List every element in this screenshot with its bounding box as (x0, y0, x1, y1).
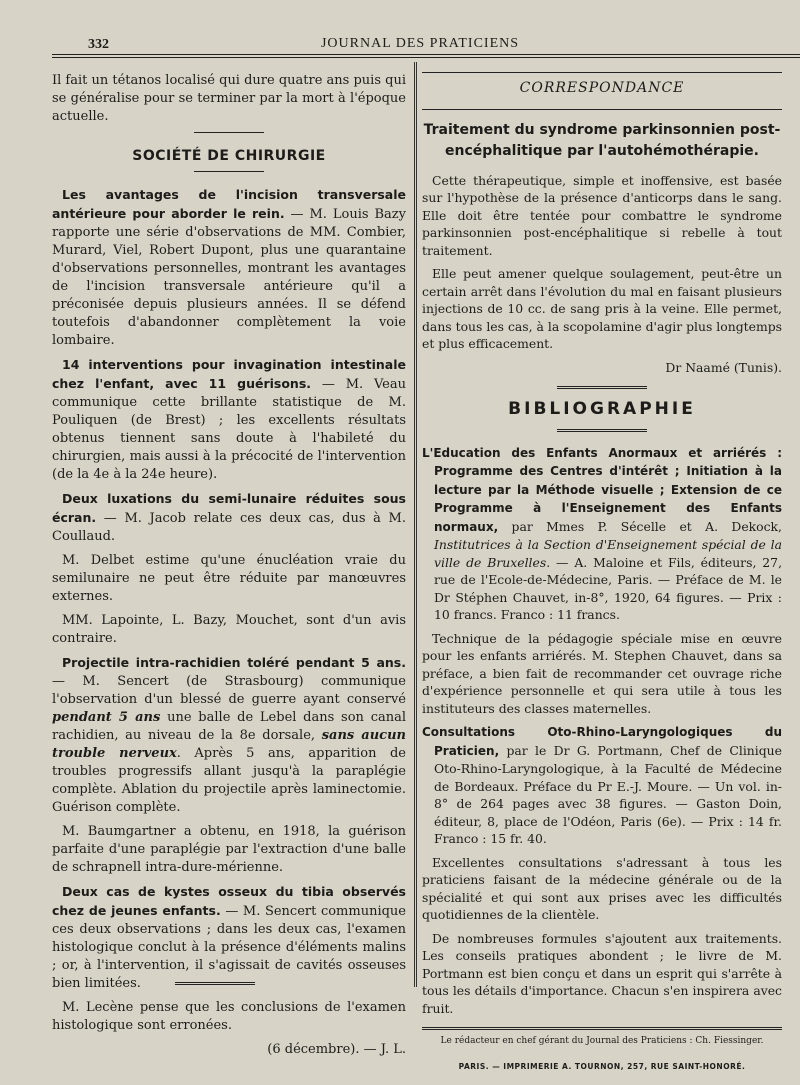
paragraph-relief: Elle peut amener quelque soulagement, peut-être un certain arrêt dans l'évolution du mal en faisant plusieurs injections de 10 cc. de sang pris à la veine. Elle permet, dans tous les cas, à la scopolamine d'agir plus longtemps et plus efficacement. (422, 266, 782, 351)
book-details: par Mmes P. Sécelle et A. Dekock, (498, 518, 782, 534)
article-body: — M. Jacob relate ces deux cas, dus à M. Coullaud. (52, 511, 406, 544)
article-luxations (52, 490, 406, 546)
page-number: 332 (88, 37, 109, 52)
article-body: — M. Louis Bazy rapporte une série d'observations de MM. Combier, Murard, Viel, Robert Dupont, plus une quarantaine d'observations personnelles, montrant les avantages de l'incision transversale antérieure qu'il a préconisée depuis plusieurs années. Il se défend toutefois d'abandonner complètement la voie lombaire. (52, 207, 406, 348)
book-entry-consultations (422, 723, 782, 848)
article-kystes (52, 883, 406, 993)
footer-rule (422, 1027, 782, 1030)
article-body: — M. Veau communique cette brillante statistique de M. Pouliquen (de Brest) ; les excellents résultats obtenus tiennent sans doute à l'habileté du chirurgien, mais aussi à la précocité de l'intervention (de la 4e à la 24e heure). (52, 377, 406, 482)
section-rule (194, 132, 264, 133)
article-title-parkinson: Traitement du syndrome parkinsonnien post-encéphalitique par l'autohémothérapie. (423, 121, 781, 159)
book-title: Consultations Oto-Rhino-Laryngologiques du Praticien, (422, 725, 782, 758)
intro-paragraph: Il fait un tétanos localisé qui dure quatre ans puis qui se généralise pour se terminer par la mort à l'époque actuelle. (52, 73, 406, 124)
book-review-consultations-2: De nombreuses formules s'ajoutent aux traitements. Les conseils pratiques abondent ; le livre de M. Portmann est bien conçu et dans un esprit qui s'arrête à tous les détails d'importance. Chacun s'en inspirera avec fruit. (422, 930, 782, 1016)
article-invagination (52, 356, 406, 484)
page-header (0, 30, 800, 60)
correspondance-title: CORRESPONDANCE (519, 80, 685, 96)
end-rule (175, 982, 255, 985)
footer-editor: Le rédacteur en chef gérant du Journal des Praticiens : Ch. Fiessinger. (440, 1036, 764, 1046)
article-lead: Deux luxations du semi-lunaire réduites sous écran. (52, 491, 406, 525)
header-rule (52, 54, 800, 58)
book-details: par le Dr G. Portmann, Chef de Clinique Oto-Rhino-Laryngologique, à la Faculté de Médecine de Bordeaux. Préface du Pr E.-J. Moure. — Un vol. in-8° de 264 pages avec 38 figures. — Gaston Doin, éditeur, 8, place de l'Odéon, Paris (6e). — Prix : 14 fr. Franco : 15 fr. 40. (434, 742, 782, 846)
book-authors-role: Institutrices à la Section d'Enseignement spécial de la ville de Bruxelles. (434, 537, 782, 570)
article-body: — M. Sencert communique ces deux observations ; dans les deux cas, l'examen histologique conclut à la présence d'éléments malins ; or, à l'intervention, il s'agissait de cavités osseuses bien limitées. (52, 904, 406, 991)
footer-printer: PARIS. — IMPRIMERIE A. TOURNON, 257, RUE SAINT-HONORÉ. (458, 1062, 746, 1071)
section-rule (557, 429, 647, 432)
column-divider (414, 62, 417, 987)
article-body: — M. Sencert (de Strasbourg) communique l'observation d'un blessé de guerre ayant conservé (52, 674, 406, 707)
article-incision (52, 186, 406, 350)
bibliographie-title: BIBLIOGRAPHIE (508, 399, 696, 419)
book-entry-education (422, 444, 782, 624)
correspondent-signature: Dr Naamé (Tunis). (665, 359, 782, 375)
article-body: une balle de Lebel dans son canal rachidien, au niveau de la 8e dorsale, (52, 710, 407, 743)
article-lead: 14 interventions pour invagination intestinale chez l'enfant, avec 11 guérisons. (52, 357, 406, 391)
author-signature: (6 décembre). — J. L. (267, 1042, 406, 1057)
section-rule (557, 386, 647, 389)
paragraph-delbet: M. Delbet estime qu'une énucléation vraie du semilunaire ne peut être réduite par manœuvres externes. (52, 553, 406, 604)
emphasis: sans aucun trouble nerveux (52, 728, 407, 761)
paragraph-therapy: Cette thérapeutique, simple et inoffensive, est basée sur l'hypothèse de la présence d'anticorps dans le sang. Elle doit être tentée pour combattre le syndrome parkinsonnien post-encéphalitique si rebelle à tout traitement. (422, 172, 782, 258)
emphasis: pendant 5 ans (52, 710, 161, 725)
book-details: — A. Maloine et Fils, éditeurs, 27, rue de l'Ecole-de-Médecine, Paris. — Préface de M. le Dr Stéphen Chauvet, in-8°, 1920, 64 figures. — Prix : 10 francs. Franco : 11 francs. (434, 554, 783, 622)
paragraph-baumgartner: M. Baumgartner a obtenu, en 1918, la guérison parfaite d'une paraplégie par l'extraction d'une balle de schrapnell intra-dure-mérienne. (52, 824, 406, 875)
article-projectile (52, 654, 406, 817)
right-column (422, 72, 782, 1076)
book-review-consultations: Excellentes consultations s'adressant à tous les praticiens faisant de la médecine générale ou de la spécialité et qui sont aux prises avec les difficultés quotidiennes de la clientèle. (422, 854, 782, 922)
left-column (52, 72, 406, 1065)
section-title-chirurgie: SOCIÉTÉ DE CHIRURGIE (132, 148, 326, 164)
paragraph-lecene: M. Lecène pense que les conclusions de l'examen histologique sont erronées. (52, 1000, 406, 1033)
section-rule (194, 171, 264, 172)
book-review-education: Technique de la pédagogie spéciale mise en œuvre pour les enfants arriérés. M. Stephen Chauvet, dans sa préface, a bien fait de recommander cet ouvrage riche d'expérience personnelle et qui sera utile à tous les instituteurs des classes maternelles. (422, 630, 782, 716)
book-title: L'Education des Enfants Anormaux et arriérés : Programme des Centres d'intérêt ; Initiation à la lecture par la Méthode visuelle ; Extension de ce Programme à l'Enseignement des Enfants normaux, (422, 445, 782, 534)
article-lead: Les avantages de l'incision transversale antérieure pour aborder le rein. (52, 187, 406, 221)
paragraph-lapointe: MM. Lapointe, L. Bazy, Mouchet, sont d'un avis contraire. (52, 613, 406, 646)
article-lead: Projectile intra-rachidien toléré pendant 5 ans. (62, 655, 406, 670)
article-body: . Après 5 ans, apparition de troubles progressifs allant jusqu'à la paraplégie complète. Ablation du projectile après laminectomie. Guérison complète. (52, 746, 406, 815)
correspondance-banner (422, 72, 782, 110)
journal-title: JOURNAL DES PRATICIENS (320, 36, 520, 51)
article-lead: Deux cas de kystes osseux du tibia observés chez de jeunes enfants. (52, 884, 406, 918)
